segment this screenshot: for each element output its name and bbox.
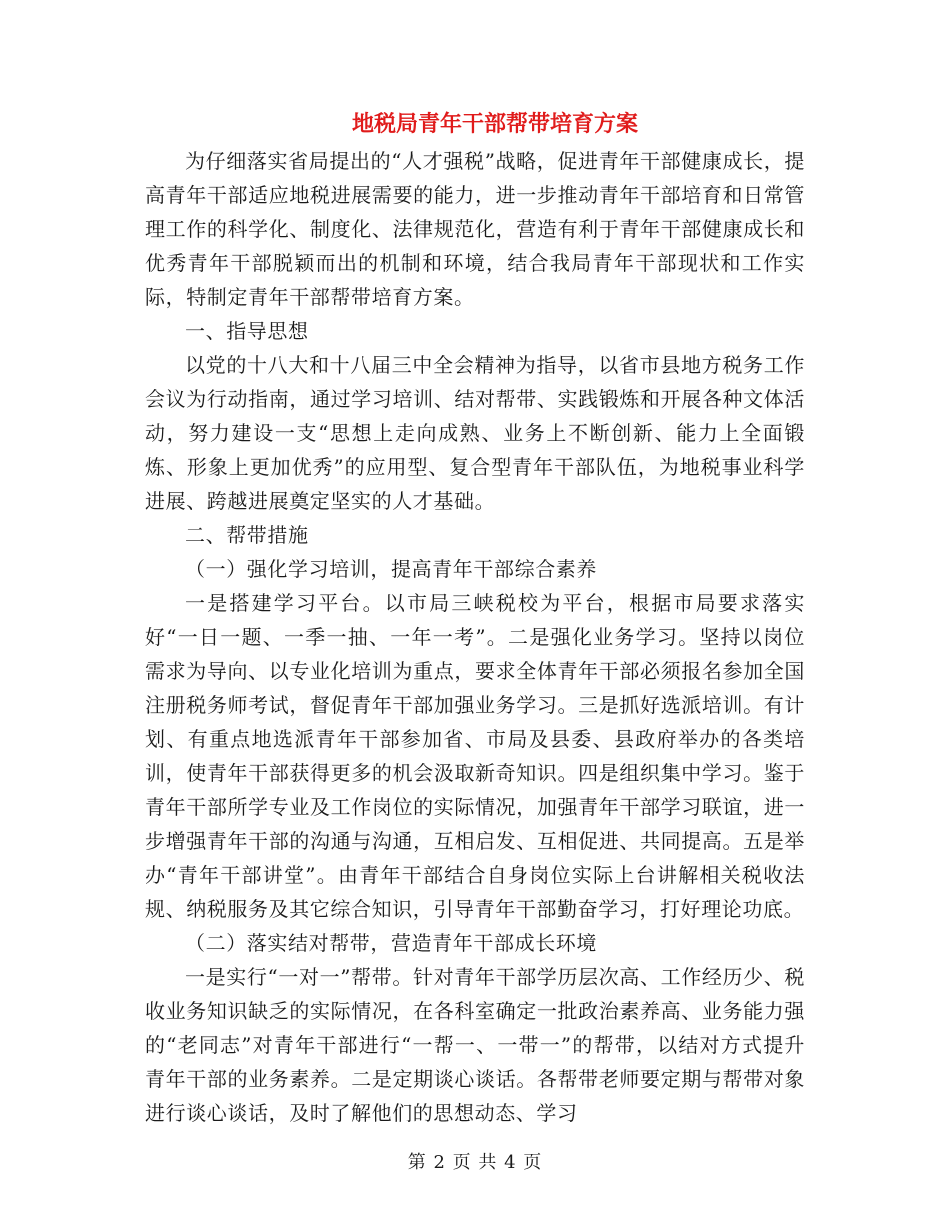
subsection-heading-training: （一）强化学习培训，提高青年干部综合素养 [185, 557, 597, 581]
guiding-ideology-paragraph: 以党的十八大和十八届三中全会精神为指导，以省市县地方税务工作会议为行动指南，通过学习培训、结对帮带、实践锻炼和开展各种文体活动，努力建设一支“思想上走向成熟、业务上不断创新、能力上全面锻炼、形象上更加优秀”的应用型、复合型青年干部队伍，为地税事业科学进展、跨越进展奠定坚实的人才基础。 [145, 353, 805, 513]
intro-paragraph: 为仔细落实省局提出的“人才强税”战略，促进青年干部健康成长，提高青年干部适应地税进展需要的能力，进一步推动青年干部培育和日常管理工作的科学化、制度化、法律规范化，营造有利于青年干部健康成长和优秀青年干部脱颖而出的机制和环境，结合我局青年干部现状和工作实际，特制定青年干部帮带培育方案。 [145, 149, 805, 309]
document-title: 地税局青年干部帮带培育方案 [351, 111, 638, 137]
mentoring-paragraph: 一是实行“一对一”帮带。针对青年干部学历层次高、工作经历少、税收业务知识缺乏的实际情况，在各科室确定一批政治素养高、业务能力强的“老同志”对青年干部进行“一帮一、一带一”的帮带，以结对方式提升青年干部的业务素养。二是定期谈心谈话。各帮带老师要定期与帮带对象进行谈心谈话，及时了解他们的思想动态、学习 [145, 965, 805, 1125]
page-number-footer: 第 2 页 共 4 页 [407, 1152, 543, 1173]
subsection-heading-mentoring: （二）落实结对帮带，营造青年干部成长环境 [185, 931, 597, 955]
section-heading-guiding-ideology: 一、指导思想 [185, 319, 309, 343]
training-paragraph: 一是搭建学习平台。以市局三峡税校为平台，根据市局要求落实好“一日一题、一季一抽、一年一考”。二是强化业务学习。坚持以岗位需求为导向、以专业化培训为重点，要求全体青年干部必须报名参加全国注册税务师考试，督促青年干部加强业务学习。三是抓好选派培训。有计划、有重点地选派青年干部参加省、市局及县委、县政府举办的各类培训，使青年干部获得更多的机会汲取新奇知识。四是组织集中学习。鉴于青年干部所学专业及工作岗位的实际情况，加强青年干部学习联谊，进一步增强青年干部的沟通与沟通，互相启发、互相促进、共同提高。五是举办“青年干部讲堂”。由青年干部结合自身岗位实际上台讲解相关税收法规、纳税服务及其它综合知识，引导青年干部勤奋学习，打好理论功底。 [145, 591, 805, 921]
section-heading-measures: 二、帮带措施 [185, 523, 309, 547]
document-page [145, 104, 805, 1130]
